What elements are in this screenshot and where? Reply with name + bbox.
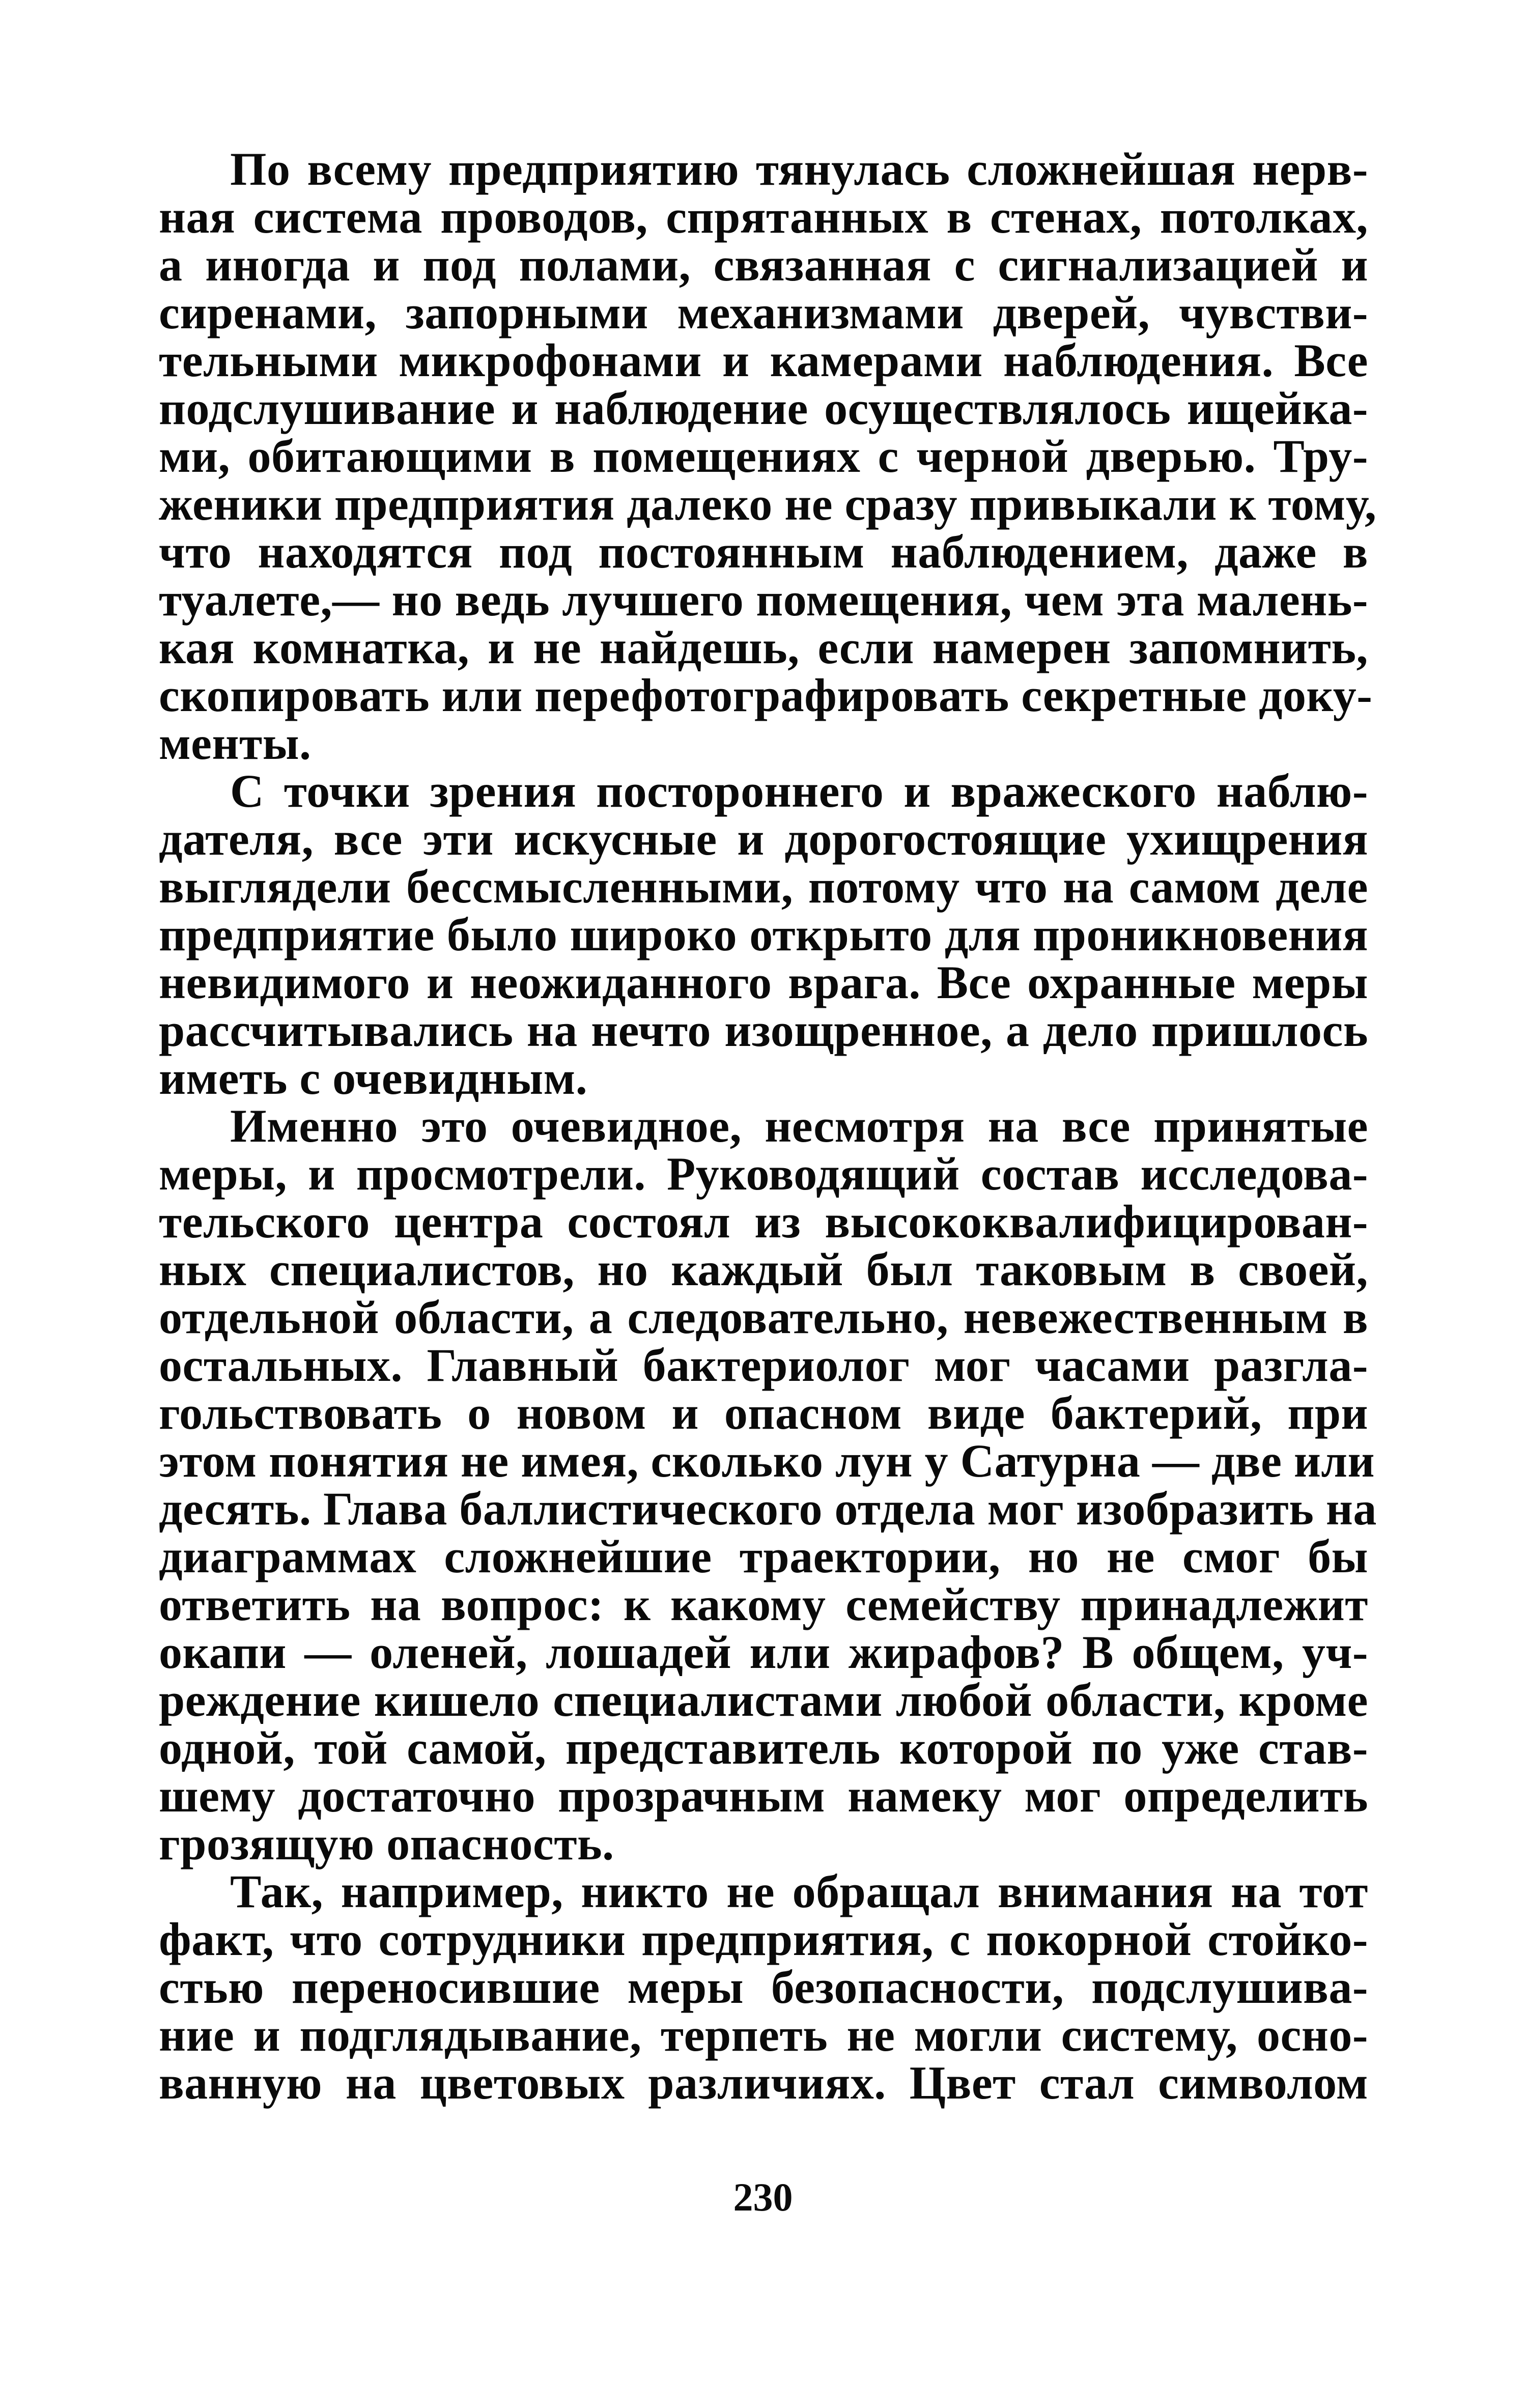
text-line: остальных. Главный бактериолог мог часами разгла- [159,1339,1368,1391]
text-line: По всему предприятию тянулась сложнейшая нерв- [230,143,1368,195]
text-line: факт, что сотрудники предприятия, с покорной стойко- [159,1913,1368,1965]
text-line: окапи — оленей, лошадей или жирафов? В общем, уч- [159,1626,1368,1678]
text-line: Именно это очевидное, несмотря на все принятые [230,1100,1368,1152]
text-line: ние и подглядывание, терпеть не могли систему, осно- [159,2009,1368,2061]
text-line: гольствовать о новом и опасном виде бактерий, при [159,1387,1368,1439]
text-line: ответить на вопрос: к какому семейству принадлежит [159,1578,1368,1630]
text-line: иметь с очевидным. [159,1052,588,1104]
paragraph [159,1867,1368,2107]
text-line: кая комнатка, и не найдешь, если намерен запомнить, [159,621,1368,673]
paragraph [159,767,1368,1102]
text-line: туалете,— но ведь лучшего помещения, чем эта малень- [159,574,1368,626]
paragraph [159,143,1377,769]
text-line: грозящую опасность. [159,1818,614,1869]
paragraph [159,1100,1377,1869]
text-line: отдельной области, а следовательно, невежественным в [159,1291,1368,1343]
text-line: скопировать или перефотографировать секретные доку- [159,669,1373,721]
page-number: 230 [733,2175,793,2219]
text-line: тельными микрофонами и камерами наблюдения. Все [159,334,1368,386]
text-line: ная система проводов, спрятанных в стенах, потолках, [159,191,1368,243]
text-line: ми, обитающими в помещениях с черной дверью. Тру- [159,430,1368,482]
text-line: этом понятия не имея, сколько лун у Сатурна — две или [159,1435,1375,1487]
text-line: меры, и просмотрели. Руководящий состав исследова- [159,1148,1368,1200]
text-line: выглядели бессмысленными, потому что на самом деле [159,861,1368,913]
text-line: менты. [159,717,312,769]
text-line: а иногда и под полами, связанная с сигнализацией и [159,239,1368,291]
text-line: ных специалистов, но каждый был таковым в своей, [159,1243,1368,1295]
text-line: одной, той самой, представитель которой по уже став- [159,1722,1368,1774]
text-line: С точки зрения постороннего и вражеского наблю- [230,765,1368,817]
text-line: диаграммах сложнейшие траектории, но не смог бы [159,1531,1368,1582]
body-text [159,143,1377,2109]
text-line: предприятие было широко открыто для проникновения [159,909,1368,960]
text-line: Так, например, никто не обращал внимания на тот [230,1865,1368,1917]
text-line: сиренами, запорными механизмами дверей, чувстви- [159,287,1368,338]
text-line: что находятся под постоянным наблюдением, даже в [159,526,1368,578]
text-line: рассчитывались на нечто изощренное, а дело пришлось [159,1004,1368,1056]
text-line: десять. Глава баллистического отдела мог изобразить на [159,1483,1377,1535]
text-line: шему достаточно прозрачным намеку мог определить [159,1770,1368,1822]
text-line: женики предприятия далеко не сразу привыкали к тому, [159,478,1377,530]
text-line: дателя, все эти искусные и дорогостоящие ухищрения [159,813,1368,865]
text-line: ванную на цветовых различиях. Цвет стал символом [159,2057,1368,2109]
text-line: стью переносившие меры безопасности, подслушива- [159,1961,1368,2013]
text-line: невидимого и неожиданного врага. Все охранные меры [159,956,1368,1008]
text-line: реждение кишело специалистами любой области, кроме [159,1674,1368,1726]
text-line: тельского центра состоял из высококвалифицирован- [159,1196,1368,1248]
text-line: подслушивание и наблюдение осуществлялось ищейка- [159,382,1368,434]
